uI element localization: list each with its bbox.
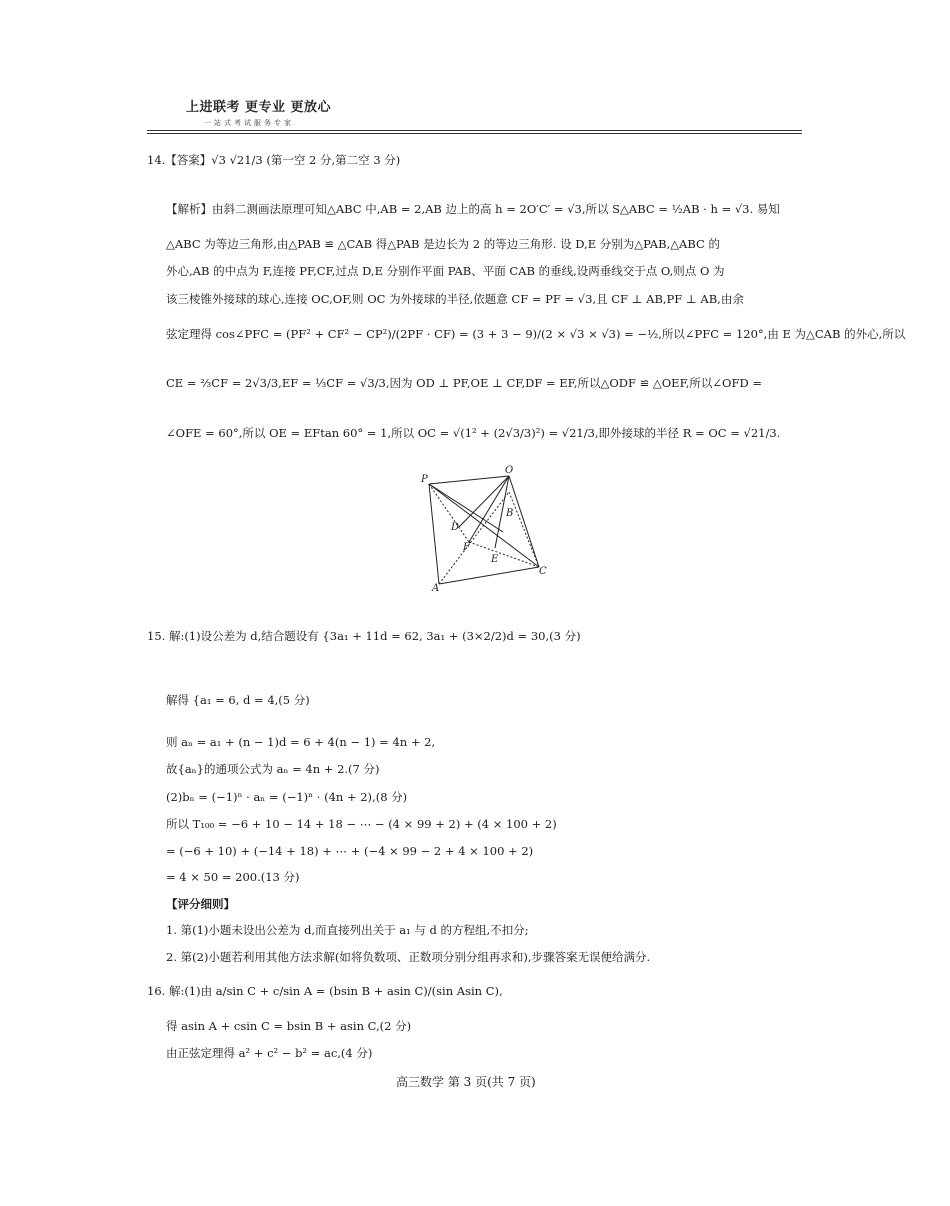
q15-line-8: = 4 × 50 = 200.(13 分) — [166, 870, 300, 884]
label-d: D — [451, 522, 460, 533]
tetrahedron-figure — [415, 462, 550, 592]
q14-line-4: 该三棱锥外接球的球心,连接 OC,OF,则 OC 为外接球的半径,依题意 CF = PF = √3,且 CF ⊥ AB,PF ⊥ AB,由余 — [166, 292, 744, 306]
q15-line-4: 故{aₙ}的通项公式为 aₙ = 4n + 2.(7 分) — [166, 762, 380, 776]
q14-answer: 14.【答案】√3 √21/3 (第一空 2 分,第二空 3 分) — [147, 153, 401, 167]
rubric-item-1: 1. 第(1)小题未设出公差为 d,而直接列出关于 a₁ 与 d 的方程组,不扣分; — [166, 923, 529, 937]
q15-line-6: 所以 T₁₀₀ = −6 + 10 − 14 + 18 − ⋯ − (4 × 99 + 2) + (4 × 100 + 2) — [166, 817, 557, 831]
q14-line-5: 弦定理得 cos∠PFC = (PF² + CF² − CP²)/(2PF · CF) = (3 + 3 − 9)/(2 × √3 × √3) = −½,所以∠PFC = 120°,由 E 为△CAB 的外心,所以 — [166, 327, 906, 341]
q15-line-2: 解得 {a₁ = 6, d = 4,(5 分) — [166, 693, 310, 707]
rubric-item-2: 2. 第(2)小题若利用其他方法求解(如将负数项、正数项分别分组再求和),步骤答案无误便给满分. — [166, 950, 651, 964]
brand-title: 上进联考 更专业 更放心 — [186, 100, 332, 115]
q15-line-3: 则 aₙ = a₁ + (n − 1)d = 6 + 4(n − 1) = 4n + 2, — [166, 735, 436, 749]
q16-line-1: 16. 解:(1)由 a/sin C + c/sin A = (bsin B + asin C)/(sin Asin C), — [147, 984, 503, 998]
label-p: P — [421, 474, 428, 485]
label-a: A — [432, 583, 440, 592]
q14-line-7: ∠OFE = 60°,所以 OE = EFtan 60° = 1,所以 OC = √(1² + (2√3/3)²) = √21/3,即外接球的半径 R = OC = √21/3. — [166, 426, 781, 440]
q15-line-1: 15. 解:(1)设公差为 d,结合题设有 {3a₁ + 11d = 62, 3a₁ + (3×2/2)d = 30,(3 分) — [147, 629, 581, 643]
q14-line-1: 【解析】由斜二测画法原理可知△ABC 中,AB = 2,AB 边上的高 h = 2O′C′ = √3,所以 S△ABC = ½AB · h = √3. 易知 — [166, 202, 780, 216]
label-f: F — [463, 542, 470, 553]
q14-line-3: 外心,AB 的中点为 F,连接 PF,CF,过点 D,E 分别作平面 PAB、平面 CAB 的垂线,设两垂线交于点 O,则点 O 为 — [166, 264, 725, 278]
label-o: O — [505, 465, 514, 476]
label-c: C — [539, 566, 547, 577]
header-rule-2 — [147, 133, 802, 134]
header-rule — [147, 130, 802, 131]
q16-line-2: 得 asin A + csin C = bsin B + asin C,(2 分) — [166, 1019, 412, 1033]
q14-line-6: CE = ⅔CF = 2√3/3,EF = ⅓CF = √3/3,因为 OD ⊥ PF,OE ⊥ CF,DF = EF,所以△ODF ≌ △OEF,所以∠OFD = — [166, 376, 762, 390]
label-b: B — [506, 508, 514, 519]
brand-slogan: 一站式考试服务专家 — [204, 119, 294, 127]
q15-line-5: (2)bₙ = (−1)ⁿ · aₙ = (−1)ⁿ · (4n + 2),(8 分) — [166, 790, 408, 804]
page-footer: 高三数学 第 3 页(共 7 页) — [396, 1075, 536, 1089]
label-e: E — [491, 554, 499, 565]
rubric-title: 【评分细则】 — [166, 897, 235, 911]
q15-line-7: = (−6 + 10) + (−14 + 18) + ⋯ + (−4 × 99 − 2 + 4 × 100 + 2) — [166, 844, 534, 858]
q14-line-2: △ABC 为等边三角形,由△PAB ≌ △CAB 得△PAB 是边长为 2 的等边三角形. 设 D,E 分别为△PAB,△ABC 的 — [166, 237, 720, 251]
q16-line-3: 由正弦定理得 a² + c² − b² = ac,(4 分) — [166, 1046, 373, 1060]
